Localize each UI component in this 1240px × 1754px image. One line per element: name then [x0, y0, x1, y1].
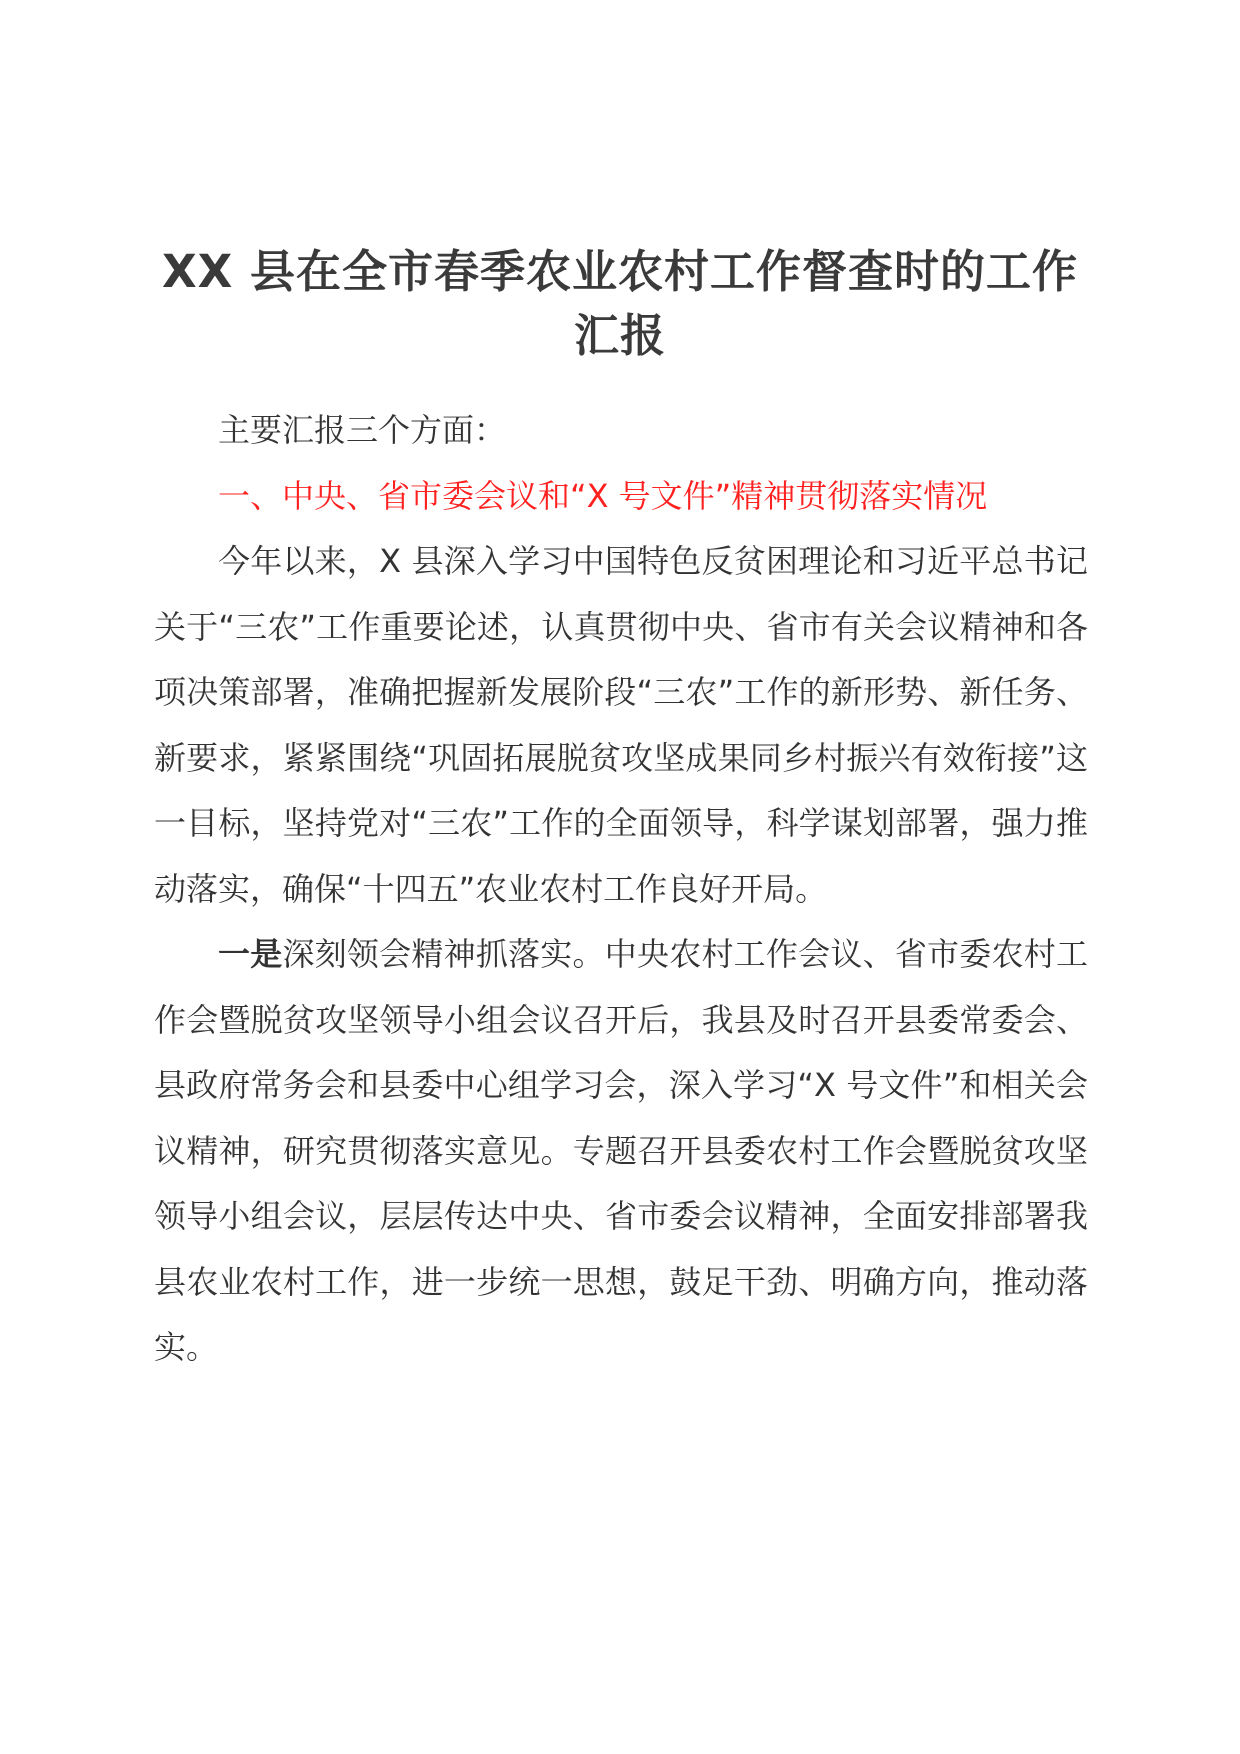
section-heading-1: 一、中央、省市委会议和“X 号文件”精神贯彻落实情况: [218, 476, 988, 515]
body-paragraph-1: 今年以来，X 县深入学习中国特色反贫困理论和习近平总书记关于“三农”工作重要论述，认真贯彻中央、省市有关会议精神和各项决策部署，准确把握新发展阶段“三农”工作的新形势、新任务、新要求，紧紧围绕“巩固拓展脱贫攻坚成果同乡村振兴有效衔接”这一目标，坚持党对“三农”工作的全面领导，科学谋划部署，强力推动落实，确保“十四五”农业农村工作良好开局。: [154, 542, 1088, 908]
document-body: [154, 398, 1088, 1381]
intro-paragraph: 主要汇报三个方面：: [218, 411, 507, 449]
title-line-1: XX 县在全市春季农业农村工作督查时的工作: [161, 245, 1079, 298]
title-line-2: 汇报: [573, 309, 666, 362]
paragraph-lead-bold: 一是: [218, 935, 283, 973]
document-title: [150, 240, 1090, 368]
body-paragraph-2: [154, 922, 1088, 1381]
paragraph-text: 深刻领会精神抓落实。中央农村工作会议、省市委农村工作会暨脱贫攻坚领导小组会议召开后，我县及时召开县委常委会、县政府常务会和县委中心组学习会，深入学习“X 号文件”和相关会议精神，研究贯彻落实意见。专题召开县委农村工作会暨脱贫攻坚领导小组会议，层层传达中央、省市委会议精神，全面安排部署我县农业农村工作，进一步统一思想，鼓足干劲、明确方向，推动落实。: [154, 935, 1088, 1366]
